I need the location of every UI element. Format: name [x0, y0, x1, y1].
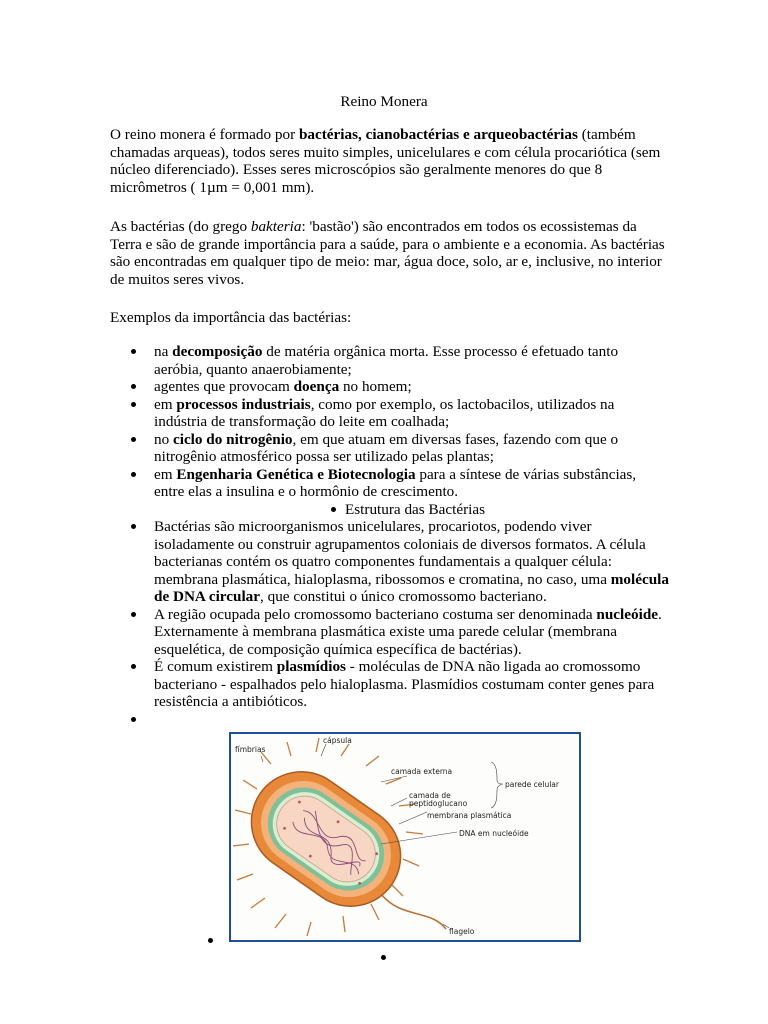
list-item — [110, 518, 670, 606]
item-text: É comum existirem — [154, 658, 277, 675]
bullet-dot — [208, 938, 213, 943]
item-bold: decomposição — [172, 343, 263, 360]
bacteria-paragraph — [110, 218, 670, 288]
item-text-end: , como por exemplo, os lactobacilos, utilizados na indústria de transformação do leite em coalhada; — [154, 395, 615, 430]
label-membrana: membrana plasmática — [427, 811, 512, 820]
item-text: agentes que provocam — [154, 378, 294, 395]
examples-heading: Exemplos da importância das bactérias: — [110, 309, 352, 326]
item-text: em — [154, 465, 177, 483]
intro-text: O reino monera é formado por — [110, 126, 299, 143]
item-text: na — [154, 343, 173, 360]
list-item — [110, 378, 670, 396]
item-text: A região ocupada pelo cromossomo bacteriano costuma ser denominada — [154, 605, 597, 623]
bacteria-diagram — [229, 732, 581, 942]
item-text-end: de matéria orgânica morta. Esse processo é efetuado tanto aeróbia, quanto anaerobiamente; — [154, 343, 619, 378]
label-peptidoglucano: peptidoglucano — [409, 799, 468, 808]
item-bold: molécula de DNA circular — [154, 570, 669, 605]
intro-bold-text: bactérias, cianobactérias e arqueobactérias — [298, 126, 578, 143]
bullet-dot — [381, 955, 386, 960]
item-text-end: - moléculas de DNA não ligada ao cromossomo bacteriano - espalhados pelo hialoplasma. Plasmídios costumam conter genes para resistência a antibióticos. — [154, 658, 655, 710]
item-bold: nucleóide — [596, 605, 659, 623]
structure-heading-text: Estrutura das Bactérias — [331, 501, 485, 519]
item-text-end: , em que atuam em diversas fases, fazendo com que o nitrogênio atmosférico possa ser utilizado pelas plantas; — [154, 430, 619, 465]
bacteria-text-end: : 'bastão') são encontrados em todos os ecossistemas da Terra e são de grande importância para a saúde, para o ambiente e a economia. As bactérias são encontradas em qualquer tipo de meio: mar, água doce, solo, ar e, inclusive, no interior de muitos seres vivos. — [110, 218, 665, 288]
item-bold: ciclo do nitrogênio — [172, 430, 293, 448]
item-bold: doença — [293, 378, 340, 395]
label-camada-de: camada de — [409, 791, 451, 800]
item-text-end: para a síntese de várias substâncias, entre elas a insulina e o hormônio de crescimento. — [154, 465, 637, 500]
bacteria-italic-text: bakteria — [250, 218, 302, 235]
label-camada-externa: camada externa — [391, 767, 453, 776]
label-fimbrias: fímbrias — [235, 745, 266, 754]
item-text: em — [154, 395, 177, 413]
bullet-list — [110, 343, 670, 728]
list-item — [110, 343, 670, 378]
flagellum — [381, 894, 446, 929]
bacteria-text: As bactérias (do grego — [110, 218, 251, 235]
label-flagelo: flagelo — [449, 927, 475, 936]
label-capsula: cápsula — [323, 736, 352, 745]
item-text: Bactérias são microorganismos unicelulares, procariotos, podendo viver isoladamente ou construir agrupamentos coloniais de diversos formatos. A célula bacterianas contém os quatro componentes fundamentais a qualquer célula: membrana plasmática, hialoplasma, ribossomos e cromatina, no caso, uma — [154, 518, 646, 588]
intro-paragraph — [110, 126, 670, 196]
item-text-end: . Externamente à membrana plasmática existe uma parede celular (membrana esquelética, de composição química específica de bactérias). — [154, 605, 662, 658]
list-item — [110, 658, 670, 711]
list-item — [110, 466, 670, 501]
page-title: Reino Monera — [340, 93, 428, 110]
structure-heading — [110, 501, 670, 519]
bacteria-illustration — [231, 734, 579, 940]
item-text-end: no homem; — [339, 378, 412, 395]
item-text-end: , que constitui o único cromossomo bacteriano. — [260, 588, 547, 605]
list-item-empty — [110, 711, 670, 729]
item-bold: processos industriais — [176, 395, 311, 413]
item-bold: plasmídios — [276, 658, 346, 675]
item-text: no — [154, 430, 173, 448]
list-item — [110, 606, 670, 659]
list-item — [110, 396, 670, 431]
intro-text-end: (também chamadas arqueas), todos seres muito simples, unicelulares e com célula procariótica (sem núcleo diferenciado). Esses seres microscópios são geralmente menores do que 8 micrômetros ( 1µm = 0,001 mm). — [110, 126, 661, 196]
label-dna: DNA em nucleóide — [459, 829, 529, 838]
list-item — [110, 431, 670, 466]
cell-body — [232, 752, 420, 926]
item-bold: Engenharia Genética e Biotecnologia — [176, 465, 416, 483]
label-parede-celular: parede celular — [505, 780, 559, 789]
